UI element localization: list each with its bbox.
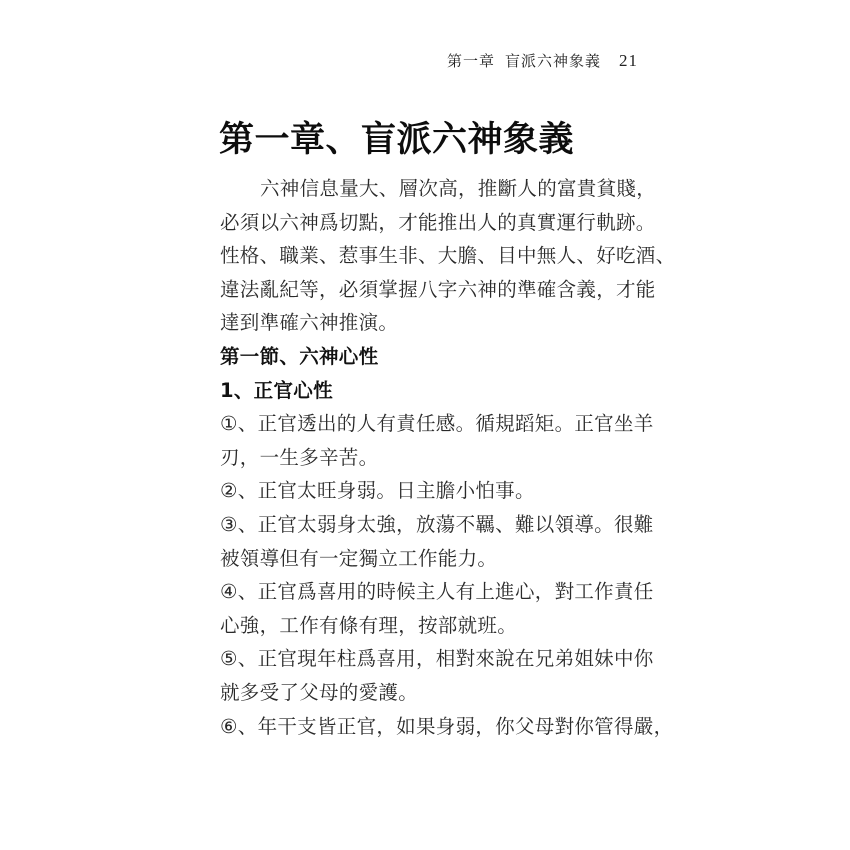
page-body	[220, 172, 676, 743]
list-item-line: ⑤、正官現年柱爲喜用，相對來說在兄弟姐妹中你	[220, 647, 654, 671]
paragraph-line: 達到準確六神推演。	[220, 311, 399, 335]
list-item-line: ④、正官爲喜用的時候主人有上進心，對工作責任	[220, 580, 654, 604]
page-number: 21	[619, 51, 638, 70]
list-item-line: ②、正官太旺身弱。日主膽小怕事。	[220, 479, 535, 503]
list-item-line: ①、正官透出的人有責任感。循規蹈矩。正官坐羊	[220, 412, 654, 436]
paragraph-line: 違法亂紀等，必須掌握八字六神的準確含義，才能	[220, 277, 656, 301]
list-item-line: ⑥、年干支皆正官，如果身弱，你父母對你管得嚴，	[220, 714, 674, 738]
list-item-line: 被領導但有一定獨立工作能力。	[220, 546, 498, 570]
list-item-line: 心強，工作有條有理，按部就班。	[220, 613, 518, 637]
paragraph-line: 六神信息量大、層次高，推斷人的富貴貧賤，	[260, 177, 657, 200]
list-item-line: ③、正官太弱身太強，放蕩不羈、難以領導。很難	[220, 512, 654, 536]
list-item-line: 刃，一生多辛苦。	[220, 445, 379, 469]
running-head-title: 盲派六神象義	[504, 52, 601, 70]
running-head	[447, 50, 638, 71]
chapter-title: 第一章、盲派六神象義	[219, 119, 575, 160]
list-item-line: 就多受了父母的愛護。	[220, 680, 419, 704]
section-heading: 第一節、六神心性	[220, 344, 379, 368]
paragraph-line: 必須以六神爲切點，才能推出人的真實運行軌跡。	[220, 210, 656, 234]
running-head-chapter: 第一章	[446, 52, 495, 70]
paragraph-line: 性格、職業、惹事生非、大膽、目中無人、好吃酒、	[220, 244, 676, 268]
subsection-heading: 1、正官心性	[220, 378, 333, 402]
